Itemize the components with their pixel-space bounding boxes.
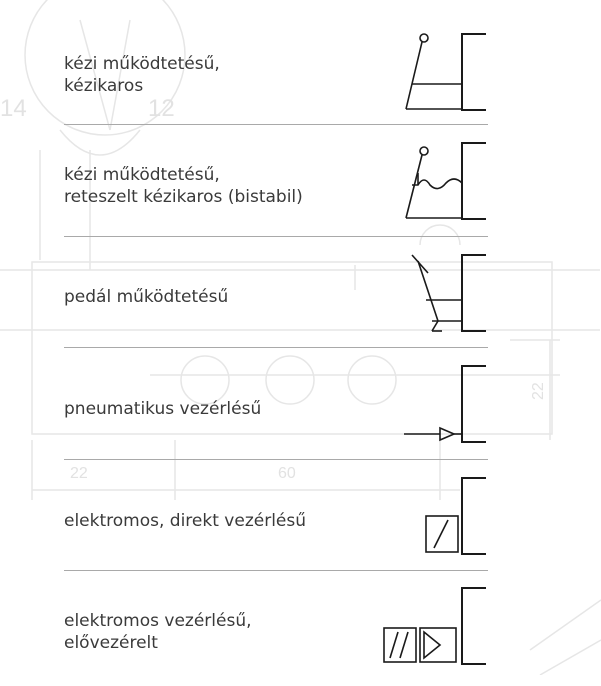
separator	[64, 347, 488, 348]
manual-lever-detent-icon	[376, 131, 496, 241]
bg-dimension-12: 12	[148, 95, 175, 122]
bg-dimension-14: 14	[0, 95, 27, 122]
bg-dimension-60: 60	[278, 465, 296, 482]
separator	[64, 124, 488, 125]
separator	[64, 459, 488, 460]
row-label-solenoid-direct: elektromos, direkt vezérlésű	[64, 511, 307, 531]
row-label-solenoid-pilot: elektromos vezérlésű, elővezérelt	[64, 611, 252, 653]
bg-dimension-22: 22	[70, 465, 88, 482]
pneumatic-pilot-icon	[376, 354, 496, 464]
bg-dimension-22-vertical: 22	[530, 382, 547, 400]
solenoid-pilot-icon	[376, 576, 496, 686]
row-label-pedal: pedál működtetésű	[64, 287, 229, 307]
separator	[64, 570, 488, 571]
row-label-manual-lever: kézi működtetésű, kézikaros	[64, 54, 220, 96]
solenoid-direct-icon	[376, 466, 496, 576]
separator	[64, 236, 488, 237]
row-label-pneumatic: pneumatikus vezérlésű	[64, 399, 262, 419]
row-label-manual-lever-detent: kézi működtetésű, reteszelt kézikaros (bistabil)	[64, 165, 303, 207]
pedal-icon	[376, 243, 496, 353]
manual-lever-icon	[376, 20, 496, 130]
